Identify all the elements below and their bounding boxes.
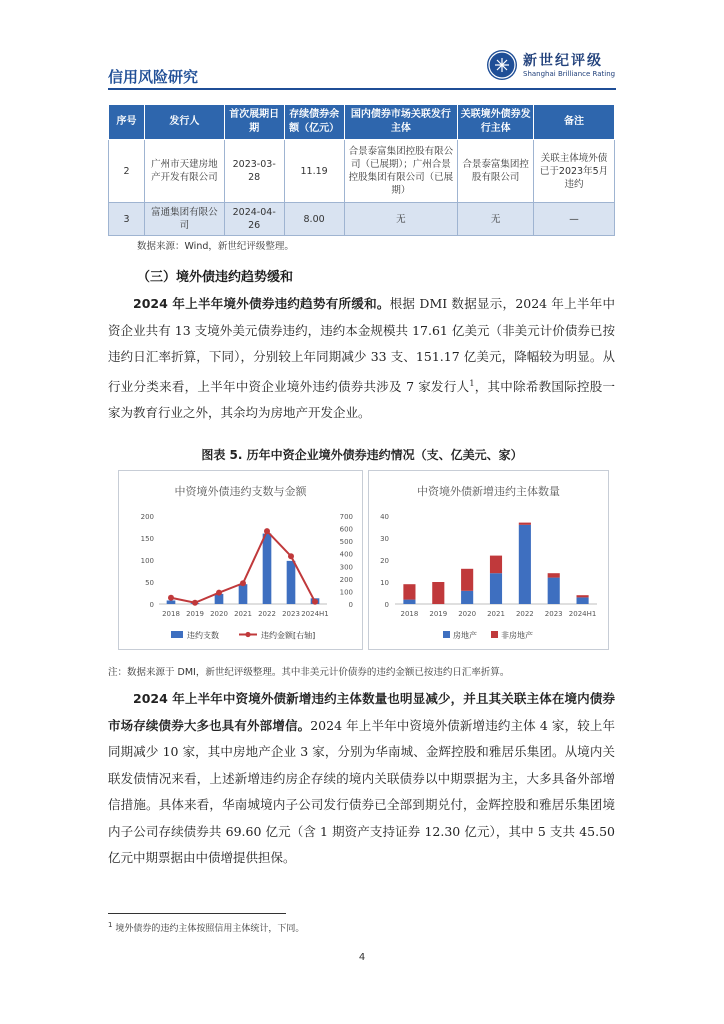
chart-default-count-amount <box>118 470 363 650</box>
table-cell: 广州市天建房地产开发有限公司 <box>144 140 224 203</box>
bar-non-real-estate <box>403 584 415 599</box>
bar-real-estate <box>577 597 589 604</box>
table-cell: 合景泰富集团控股有限公司（已展期）；广州合景控股集团有限公司（已展期） <box>344 140 458 203</box>
y-tick-left: 50 <box>145 579 154 587</box>
chart-title: 中资境外债违约支数与金额 <box>174 485 307 498</box>
chart-title: 中资境外债新增违约主体数量 <box>417 485 560 498</box>
legend-label: 非房地产 <box>501 631 533 640</box>
table-cell: 无 <box>458 203 534 236</box>
bar-non-real-estate <box>577 595 589 597</box>
table-cell: 11.19 <box>284 140 344 203</box>
figure-title: 图表 5. 历年中资企业境外债券违约情况（支、亿美元、家） <box>201 448 523 462</box>
paragraph-1-body-end: ，其中除希教国际控股一家为教育行业之外，其余均为房地产开发企业。 <box>108 378 615 421</box>
table-cell: 无 <box>344 203 458 236</box>
point-default-amount <box>288 553 294 559</box>
x-tick-label: 2020 <box>458 610 477 618</box>
table-cell: 2023-03-28 <box>224 140 284 203</box>
company-name-en: Shanghai Brilliance Rating <box>523 70 616 78</box>
x-tick-label: 2023 <box>544 610 563 618</box>
bar-default-count <box>287 561 296 604</box>
y-tick-label: 40 <box>380 513 389 521</box>
x-tick-label: 2018 <box>162 610 180 618</box>
bar-real-estate <box>461 591 473 604</box>
legend-label: 房地产 <box>453 631 477 640</box>
point-default-amount <box>312 599 318 605</box>
table-header-cell: 备注 <box>534 105 615 140</box>
y-tick-label: 20 <box>380 557 389 565</box>
chart-note: 注：数据来源于 DMI，新世纪评级整理。其中非美元计价债券的违约金额已按违约日汇率折算。 <box>108 667 510 678</box>
bar-non-real-estate <box>432 582 444 604</box>
paragraph-2-body: 2024 年上半年中资境外债新增违约主体 4 家，较上年同期减少 10 家，其中房地产企业 3 家，分别为华南城、金辉控股和雅居乐集团。从境内关联发债情况来看，上述新增违约房企存续的境内关联债券以中期票据为主，大多具备外部增信措施。具体来看，华南城境内子公司发行债券已全部到期兑付，金辉控股和雅居乐集团境内子公司存续债券共 69.60 亿元（含 1 期资产支持证券 12.30 亿元），其中 5 支共 45.50 亿元中期票据由中债增提供担保。 <box>108 717 615 865</box>
x-tick-label: 2020 <box>210 610 228 618</box>
table-header-cell: 存续债券余额（亿元） <box>284 105 344 140</box>
point-default-amount <box>192 600 198 606</box>
bar-non-real-estate <box>490 556 502 574</box>
x-tick-label: 2024H1 <box>301 610 329 618</box>
report-series-title: 信用风险研究 <box>108 68 199 86</box>
bar-real-estate <box>403 600 415 604</box>
x-tick-label: 2022 <box>258 610 276 618</box>
y-tick-right: 600 <box>339 525 353 534</box>
company-logo-icon <box>487 50 517 80</box>
chart-canvas <box>119 471 362 649</box>
legend-label: 违约金额[右轴] <box>261 631 316 640</box>
point-default-amount <box>216 590 222 596</box>
table-cell: 关联主体境外债已于2023年5月违约 <box>534 140 615 203</box>
table-header-cell: 首次展期日期 <box>224 105 284 140</box>
paragraph-2-lead: 2024 年上半年中资境外债新增违约主体数量也明显减少，并且其关联主体在境内债券市场存续债券大多也具有外部增信。 <box>108 691 615 733</box>
legend-swatch-non-real-estate <box>491 631 498 638</box>
chart-canvas <box>369 471 608 649</box>
header-divider <box>108 88 616 90</box>
bar-default-count <box>167 600 176 604</box>
table-cell: 合景泰富集团控股有限公司 <box>458 140 534 203</box>
table-header-cell: 序号 <box>109 105 145 140</box>
table-header-cell: 国内债券市场关联发行主体 <box>344 105 458 140</box>
section-heading: （三）境外债违约趋势缓和 <box>137 270 294 285</box>
table-cell: 2 <box>109 140 145 203</box>
y-tick-left: 150 <box>140 535 154 543</box>
table-cell: — <box>534 203 615 236</box>
legend-marker-amount <box>245 632 250 637</box>
x-tick-label: 2019 <box>429 610 448 618</box>
legend-label: 违约支数 <box>187 631 219 640</box>
table-cell: 3 <box>109 203 145 236</box>
table-header-cell: 关联境外债券发行主体 <box>458 105 534 140</box>
y-tick-right: 300 <box>339 563 353 572</box>
point-default-amount <box>264 528 270 534</box>
footnote <box>108 921 304 934</box>
footnote-ref: 1 <box>469 378 475 388</box>
table-row <box>109 140 615 203</box>
paragraph-1-lead: 2024 年上半年境外债券违约趋势有所缓和。 <box>133 296 390 311</box>
legend-swatch-count <box>171 631 183 638</box>
bar-non-real-estate <box>519 523 531 525</box>
footnote-divider <box>108 913 286 914</box>
table-cell: 8.00 <box>284 203 344 236</box>
x-tick-label: 2022 <box>515 610 534 618</box>
paragraph-1 <box>108 291 615 427</box>
bar-default-count <box>239 584 248 604</box>
bar-non-real-estate <box>461 569 473 591</box>
table-row <box>109 203 615 236</box>
table-source-note: 数据来源：Wind，新世纪评级整理。 <box>137 241 294 252</box>
footnote-mark: 1 <box>108 921 113 929</box>
x-tick-label: 2021 <box>487 610 505 618</box>
y-tick-right: 700 <box>339 513 353 521</box>
x-tick-label: 2023 <box>282 610 300 618</box>
chart-new-default-issuers <box>368 470 609 650</box>
table-cell: 2024-04-26 <box>224 203 284 236</box>
y-tick-right: 500 <box>339 538 353 547</box>
bar-default-count <box>263 534 272 604</box>
table-header-row <box>109 105 615 140</box>
y-tick-right: 200 <box>339 575 353 584</box>
table-cell: 富通集团有限公司 <box>144 203 224 236</box>
y-tick-right: 400 <box>339 550 353 559</box>
footnote-text: 境外债券的违约主体按照信用主体统计，下同。 <box>115 924 305 934</box>
y-tick-left: 0 <box>149 601 154 609</box>
legend-swatch-real-estate <box>443 631 450 638</box>
x-tick-label: 2018 <box>400 610 419 618</box>
x-tick-label: 2024H1 <box>568 610 597 618</box>
bar-real-estate <box>490 573 502 604</box>
y-tick-right: 0 <box>348 601 353 609</box>
y-tick-left: 200 <box>140 513 154 521</box>
bar-real-estate <box>519 525 531 604</box>
x-tick-label: 2019 <box>186 610 204 618</box>
y-tick-label: 10 <box>380 579 389 587</box>
company-name-cn: 新世纪评级 <box>523 53 603 69</box>
y-tick-right: 100 <box>339 588 353 597</box>
point-default-amount <box>240 580 246 586</box>
paragraph-1-body: 根据 DMI 数据显示，2024 年上半年中资企业共有 13 支境外美元债券违约，违约本金规模共 17.61 亿美元（非美元计价债券已按违约日汇率折算，下同），分别较上年同期减少 33 支、151.17 亿美元，降幅较为明显。从行业分类来看，上半年中资企业境外违约债券共涉及 7 家发行人 <box>108 296 615 394</box>
y-tick-left: 100 <box>140 557 154 565</box>
page-number: 4 <box>358 952 366 963</box>
y-tick-label: 0 <box>384 601 389 609</box>
extension-issuer-table <box>108 104 615 236</box>
paragraph-2 <box>108 686 615 872</box>
bar-real-estate <box>548 578 560 604</box>
point-default-amount <box>168 595 174 601</box>
x-tick-label: 2021 <box>234 610 252 618</box>
y-tick-label: 30 <box>380 535 389 543</box>
table-header-cell: 发行人 <box>144 105 224 140</box>
bar-non-real-estate <box>548 573 560 577</box>
